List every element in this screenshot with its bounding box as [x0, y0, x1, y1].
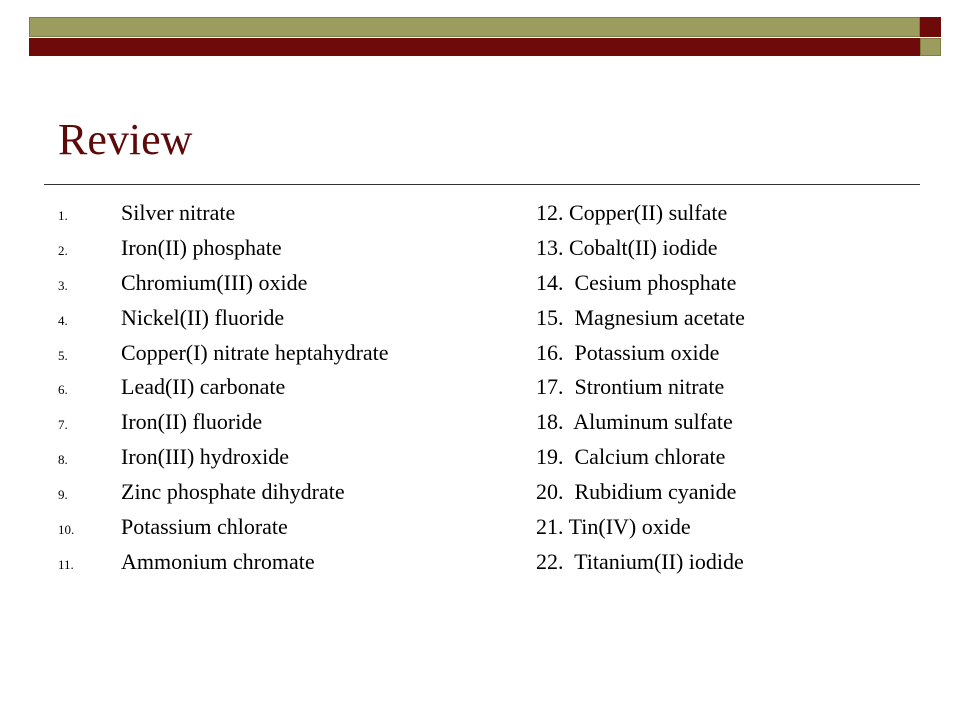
list-item: [58, 196, 498, 231]
item-number: 4.: [58, 312, 68, 328]
list-item: [58, 405, 498, 440]
list-item: 15. Magnesium acetate: [536, 304, 745, 330]
list-item: [58, 510, 498, 545]
item-number: 3.: [58, 277, 68, 293]
item-text: Potassium chlorate: [121, 514, 288, 540]
list-item: 14. Cesium phosphate: [536, 269, 737, 295]
list-item: [58, 440, 498, 475]
list-item: [58, 231, 498, 266]
compound-list-left: [58, 196, 498, 580]
item-number: 7.: [58, 417, 68, 433]
item-text: Zinc phosphate dihydrate: [121, 479, 345, 505]
item-number: 9.: [58, 487, 68, 503]
item-number: 1.: [58, 208, 68, 223]
list-item: 16. Potassium oxide: [536, 339, 720, 365]
title-divider: [44, 184, 920, 185]
item-number: 11.: [58, 556, 74, 572]
list-item: 13. Cobalt(II) iodide: [536, 234, 718, 260]
item-text: Lead(II) carbonate: [121, 374, 286, 400]
item-text: Iron(II) phosphate: [121, 234, 282, 260]
item-number: 5.: [58, 347, 68, 363]
list-item: [58, 336, 498, 371]
header-square-maroon: [920, 17, 941, 37]
header-bar-olive: [29, 17, 920, 37]
list-item: 21. Tin(IV) oxide: [536, 514, 691, 540]
list-item: 12. Copper(II) sulfate: [536, 200, 728, 225]
compound-list-right: [536, 196, 916, 580]
list-item: 20. Rubidium cyanide: [536, 479, 737, 505]
list-item: 18. Aluminum sulfate: [536, 409, 733, 435]
item-number: 10.: [58, 522, 75, 538]
item-text: Iron(III) hydroxide: [121, 444, 289, 470]
list-item: [58, 475, 498, 510]
list-item: [58, 266, 498, 301]
header-square-olive: [920, 38, 941, 56]
list-item: [58, 301, 498, 336]
item-number: 2.: [58, 242, 68, 258]
header-bar-maroon: [29, 38, 920, 56]
list-item: 22. Titanium(II) iodide: [536, 548, 744, 574]
item-text: Nickel(II) fluoride: [121, 304, 285, 330]
list-item: [58, 370, 498, 405]
item-text: Silver nitrate: [121, 200, 236, 225]
list-item: 19. Calcium chlorate: [536, 444, 726, 470]
item-text: Iron(II) fluoride: [121, 409, 263, 435]
item-text: Copper(I) nitrate heptahydrate: [121, 339, 389, 365]
item-text: Ammonium chromate: [121, 548, 315, 574]
slide-title: Review: [58, 115, 193, 164]
item-number: 6.: [58, 382, 68, 398]
list-item: [58, 545, 498, 580]
item-number: 8.: [58, 452, 68, 468]
item-text: Chromium(III) oxide: [121, 269, 308, 295]
list-item: 17. Strontium nitrate: [536, 374, 725, 400]
